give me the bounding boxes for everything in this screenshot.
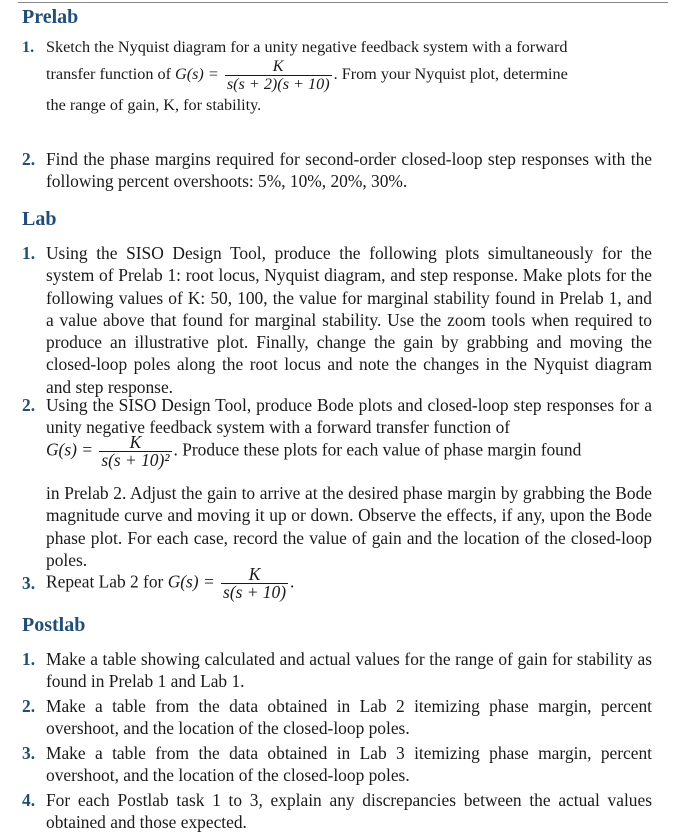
lab-item-3 <box>22 566 662 610</box>
prelab-item-1 <box>22 36 662 116</box>
item-number: 2. <box>22 696 36 716</box>
prelab-item-2-text: Find the phase margins required for second-order closed-loop step responses with the following percent overshoots: 5%, 10%, 20%, 30%. <box>46 149 652 192</box>
lab-item-1 <box>22 242 662 397</box>
prelab-item-2 <box>22 148 662 194</box>
lab-item-2-text-3: in Prelab 2. Adjust the gain to arrive at the desired phase margin by grabbing the Bode magnitude curve and moving it up or down. Observe the effects, if any, upon the Bode phase plot. For each case, record the value of gain and the location of the closed-loop poles. <box>46 483 652 570</box>
postlab-item-1 <box>22 648 662 692</box>
item-number: 2. <box>22 149 36 169</box>
prelab-item-1-line-2: transfer function of G(s) = $\frac{K}{s(s + 2)(s + 10)}$ . From your Nyquist plot, determine <box>46 57 568 93</box>
transfer-function-fraction: $\frac{K}{s(s + 10)}$ <box>223 564 286 602</box>
item-number: 1. <box>22 649 36 669</box>
postlab-item-text: For each Postlab task 1 to 3, explain any discrepancies between the actual values obtained and those expected. <box>46 790 652 833</box>
lab-item-2 <box>22 394 662 570</box>
postlab-heading: Postlab <box>22 614 86 636</box>
lab-heading: Lab <box>22 208 57 230</box>
top-rule <box>18 2 668 3</box>
prelab-item-1-line-3: the range of gain, K, for stability. <box>46 96 262 114</box>
item-number: 1. <box>22 38 35 56</box>
prelab-item-1-line-1: Sketch the Nyquist diagram for a unity negative feedback system with a forward <box>46 38 568 56</box>
postlab-item-text: Make a table showing calculated and actual values for the range of gain for stability as found in Prelab 1 and Lab 1. <box>46 649 652 692</box>
postlab-item-2 <box>22 695 662 739</box>
item-number: 4. <box>22 790 36 810</box>
lab-item-1-text: Using the SISO Design Tool, produce the following plots simultaneously for the system of Prelab 1: root locus, Nyquist diagram, and step response. Make plots for the following values of K: 50, 100, the value for marginal stability found in Prelab 1, and a value above that found for marginal stability. Use the zoom tools when required to produce an illustrative plot. Finally, change the gain by grabbing and moving the closed-loop poles along the root locus and note the changes in the Nyquist diagram and step response. <box>46 243 652 397</box>
lab-item-2-text-1: Using the SISO Design Tool, produce Bode plots and closed-loop step responses for a unity negative feedback system with a forward transfer function of <box>46 395 652 438</box>
postlab-item-3 <box>22 742 662 786</box>
item-number: 1. <box>22 243 36 263</box>
item-number: 3. <box>22 573 36 593</box>
item-number: 3. <box>22 743 36 763</box>
postlab-item-text: Make a table from the data obtained in Lab 2 itemizing phase margin, percent overshoot, and the location of the closed-loop poles. <box>46 696 652 739</box>
lab-item-2-formula-line: G(s) = $\frac{K}{\text{s(s + 10)²}}$ . Produce these plots for each value of phase margin found <box>46 432 582 470</box>
lab-item-3-line: Repeat Lab 2 for G(s) = $\frac{K}{s(s + 10)}$ . <box>46 564 295 602</box>
postlab-item-text: Make a table from the data obtained in Lab 3 itemizing phase margin, percent overshoot, and the location of the closed-loop poles. <box>46 743 652 786</box>
transfer-function-fraction: $\frac{K}{s(s + 2)(s + 10)}$ <box>226 57 330 93</box>
postlab-item-4 <box>22 789 662 833</box>
prelab-heading: Prelab <box>22 6 79 28</box>
item-number: 2. <box>22 395 36 415</box>
transfer-function-fraction: $\frac{K}{\text{s(s + 10)²}}$ <box>101 432 170 470</box>
